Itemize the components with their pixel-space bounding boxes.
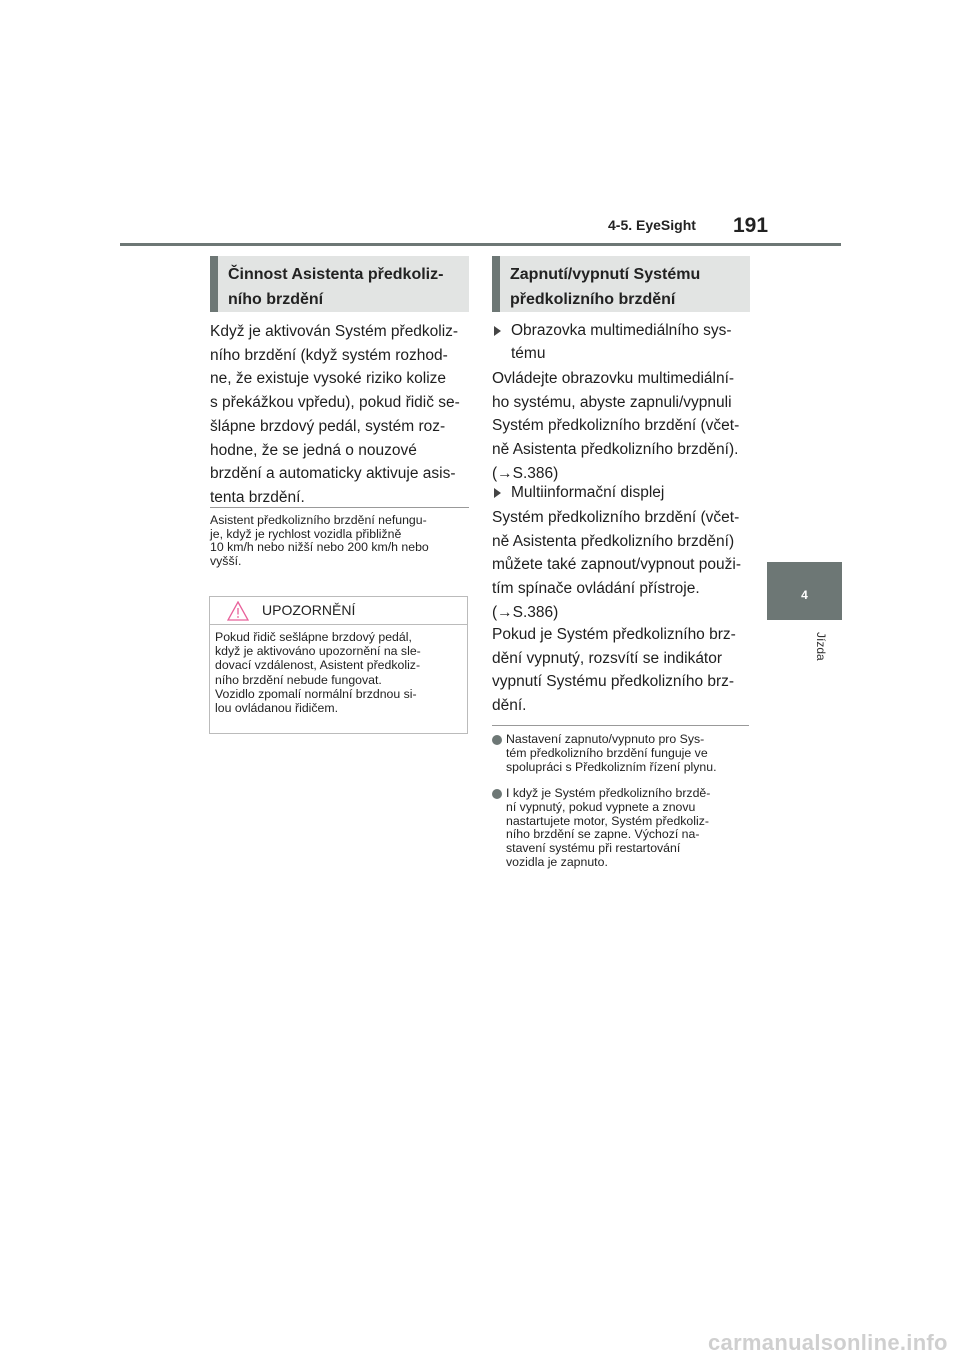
warning-text: Pokud řidič sešlápne brzdový pedál, když je aktivováno upozornění na sle- dovací vzdálenost, Asistent předkoliz- ního brzdění nebude fungovat. Vozidlo zpomalí normální brzdnou si- lou ovládanou řidičem. (215, 630, 421, 716)
chapter-tab-number: 4 (801, 588, 808, 602)
section-label: 4-5. EyeSight (608, 217, 696, 233)
method-item-multimedia (494, 320, 756, 366)
method-item-label: Obrazovka multimediálního sys- tému (511, 322, 732, 362)
chapter-tab-label: Jízda (814, 632, 828, 661)
brake-assist-body: Když je aktivován Systém předkoliz- ního brzdění (když systém rozhod- ne, že existuje vysoké riziko kolize s překážkou vpředu), pokud řidič se- šlápne brzdový pedál, systém roz- hodne, že se jedná o nouzové brzdění a automaticky aktivuje asis- tenta brzdění. (210, 323, 460, 506)
arrow-right-icon (494, 326, 501, 336)
section-heading-text: Zapnutí/vypnutí Systému předkolizního brzdění (510, 266, 701, 308)
header-rule (120, 243, 841, 246)
section-heading-brake-assist (210, 256, 469, 312)
section-heading-system-toggle (492, 256, 750, 312)
warning-title: UPOZORNĚNÍ (262, 602, 356, 618)
bullet-dot-icon (492, 789, 502, 799)
method-item-multiinfo (494, 482, 756, 506)
multiinfo-instructions: Systém předkolizního brzdění (včet- ně Asistenta předkolizního brzdění) můžete také zapnout/vypnout použi- tím spínače ovládání přístroje. (→S.386) (492, 509, 742, 621)
note-bullet-text: Nastavení zapnuto/vypnuto pro Sys- tém předkolizního brzdění funguje ve spolupráci s Předkolizním řízení plynu. (506, 732, 717, 774)
page-number: 191 (733, 214, 769, 237)
brake-assist-note: Asistent předkolizního brzdění nefungu- je, když je rychlost vozidla přibližně 10 km/h nebo nižší nebo 200 km/h nebo vyšší. (210, 513, 429, 568)
chapter-tab (767, 562, 842, 620)
note-bullet (492, 733, 754, 781)
watermark: carmanualsonline.info (708, 1330, 948, 1355)
bullet-dot-icon (492, 735, 502, 745)
note-divider (210, 507, 469, 508)
note-bullet (492, 787, 754, 887)
section-heading-text: Činnost Asistenta předkoliz- ního brzdění (228, 266, 444, 308)
multimedia-instructions: Ovládejte obrazovku multimediální- ho systému, abyste zapnuli/vypnuli Systém předkolizního brzdění (včet- ně Asistenta předkolizního brzdění). (→S.386) (492, 370, 740, 482)
note-divider (492, 725, 749, 726)
indicator-explanation: Pokud je Systém předkolizního brz- dění vypnutý, rozsvítí se indikátor vypnutí Systému předkolizního brz- dění. (492, 626, 736, 715)
method-item-label: Multiinformační displej (511, 484, 665, 501)
note-bullet-text: I když je Systém předkolizního brzdě- ní vypnutý, pokud vypnete a znovu nastartujete motor, Systém předkoliz- ního brzdění se zapne. Výchozí na- stavení systému při restartování vozidla je zapnuto. (506, 786, 711, 869)
warning-triangle-icon (227, 601, 249, 621)
arrow-right-icon (494, 488, 501, 498)
